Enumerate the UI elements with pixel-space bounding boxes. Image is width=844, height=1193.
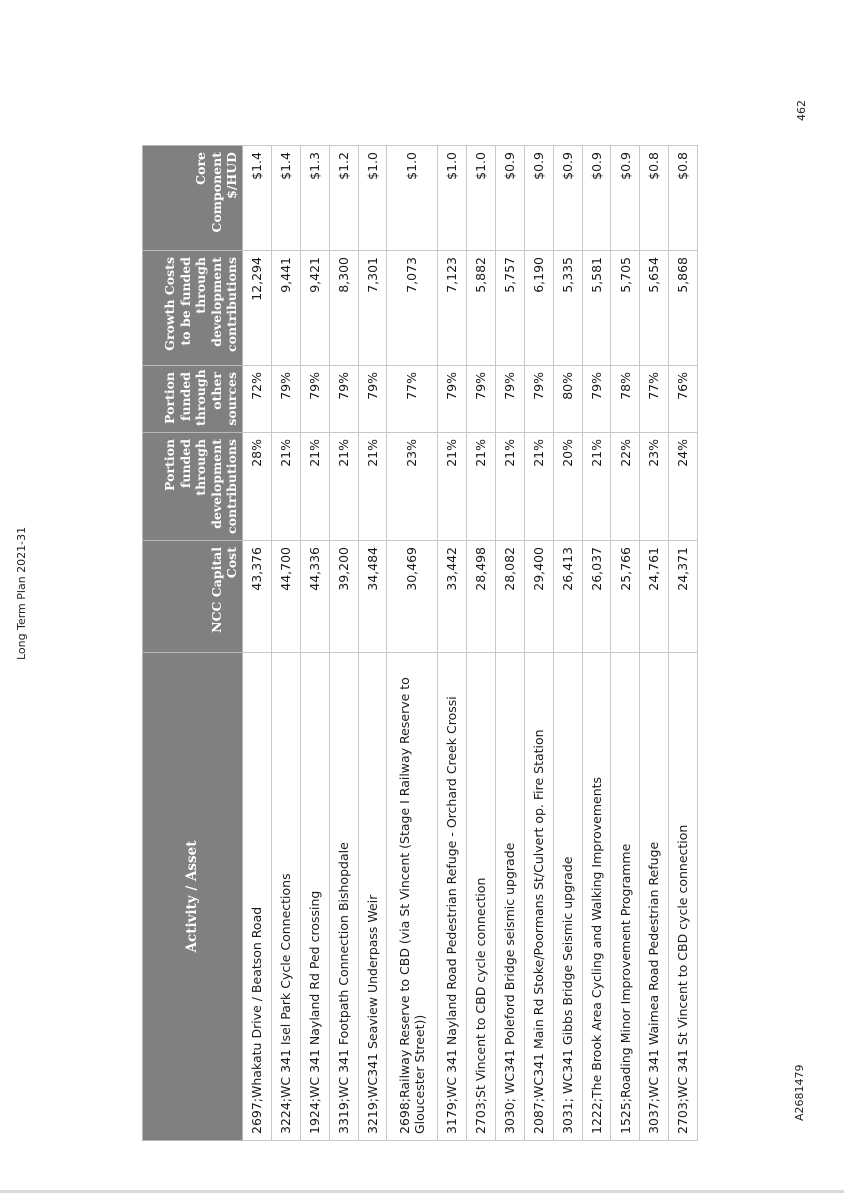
- table-row: [358, 146, 387, 1141]
- cell-portion-dev: 21%: [524, 433, 553, 541]
- cell-portion-other: 79%: [495, 366, 524, 433]
- cell-growth-costs: 5,581: [582, 251, 611, 366]
- cell-portion-other: 79%: [358, 366, 387, 433]
- cell-core-component: $1.3: [300, 146, 329, 251]
- table-row: [495, 146, 524, 1141]
- cell-core-component: $0.9: [553, 146, 582, 251]
- table-row: [611, 146, 640, 1141]
- cell-portion-dev: 28%: [243, 433, 272, 541]
- cell-portion-other: 78%: [611, 366, 640, 433]
- header-core-component: Core Component $/HUD: [143, 146, 243, 251]
- table-body: [243, 146, 698, 1141]
- cell-portion-dev: 21%: [438, 433, 467, 541]
- cell-capital-cost: 24,371: [669, 541, 698, 653]
- cell-core-component: $0.9: [582, 146, 611, 251]
- cell-capital-cost: 43,376: [243, 541, 272, 653]
- cell-portion-dev: 21%: [358, 433, 387, 541]
- cell-growth-costs: 5,335: [553, 251, 582, 366]
- cell-activity: 2087;WC341 Main Rd Stoke/Poormans St/Culvert op. Fire Station: [524, 653, 553, 1141]
- cell-portion-dev: 21%: [467, 433, 496, 541]
- cell-capital-cost: 30,469: [387, 541, 438, 653]
- cell-activity: 1924;WC 341 Nayland Rd Ped crossing: [300, 653, 329, 1141]
- cell-portion-dev: 21%: [495, 433, 524, 541]
- cell-activity: 3037;WC 341 Waimea Road Pedestrian Refuge: [640, 653, 669, 1141]
- cell-portion-dev: 23%: [387, 433, 438, 541]
- cell-capital-cost: 24,761: [640, 541, 669, 653]
- header-capital-cost: NCC Capital Cost: [143, 541, 243, 653]
- cell-core-component: $0.9: [524, 146, 553, 251]
- cell-core-component: $1.0: [387, 146, 438, 251]
- cell-growth-costs: 5,705: [611, 251, 640, 366]
- table-row: [329, 146, 358, 1141]
- cell-portion-other: 76%: [669, 366, 698, 433]
- page-header-title: Long Term Plan 2021-31: [15, 526, 28, 660]
- cell-core-component: $0.9: [611, 146, 640, 251]
- cell-growth-costs: 7,123: [438, 251, 467, 366]
- cell-portion-other: 79%: [467, 366, 496, 433]
- development-contributions-table: [142, 145, 698, 1141]
- cell-portion-other: 79%: [271, 366, 300, 433]
- table-row: [582, 146, 611, 1141]
- cell-growth-costs: 5,654: [640, 251, 669, 366]
- cell-growth-costs: 5,757: [495, 251, 524, 366]
- cell-activity: 2703;WC 341 St Vincent to CBD cycle connection: [669, 653, 698, 1141]
- cell-portion-other: 80%: [553, 366, 582, 433]
- cell-portion-other: 79%: [524, 366, 553, 433]
- cell-core-component: $0.8: [640, 146, 669, 251]
- cell-activity: 3219;WC341 Seaview Underpass Weir: [358, 653, 387, 1141]
- cell-portion-other: 79%: [582, 366, 611, 433]
- table-row: [438, 146, 467, 1141]
- header-portion-dev: Portion funded through development contributions: [143, 433, 243, 541]
- cell-capital-cost: 26,037: [582, 541, 611, 653]
- page-number: 462: [795, 100, 808, 121]
- cell-portion-dev: 20%: [553, 433, 582, 541]
- cell-portion-other: 77%: [387, 366, 438, 433]
- cell-capital-cost: 34,484: [358, 541, 387, 653]
- cell-portion-dev: 21%: [329, 433, 358, 541]
- cell-growth-costs: 8,300: [329, 251, 358, 366]
- cell-core-component: $1.0: [438, 146, 467, 251]
- cell-core-component: $0.9: [495, 146, 524, 251]
- cell-activity: 2703;St Vincent to CBD cycle connection: [467, 653, 496, 1141]
- cell-portion-dev: 23%: [640, 433, 669, 541]
- cell-growth-costs: 5,882: [467, 251, 496, 366]
- table-row: [640, 146, 669, 1141]
- cell-capital-cost: 44,700: [271, 541, 300, 653]
- cell-portion-other: 79%: [329, 366, 358, 433]
- cell-capital-cost: 33,442: [438, 541, 467, 653]
- cell-portion-other: 79%: [300, 366, 329, 433]
- cell-activity: 2697;Whakatu Drive / Beatson Road: [243, 653, 272, 1141]
- cell-portion-dev: 21%: [300, 433, 329, 541]
- cell-growth-costs: 12,294: [243, 251, 272, 366]
- cell-growth-costs: 9,441: [271, 251, 300, 366]
- cell-growth-costs: 7,301: [358, 251, 387, 366]
- development-contributions-table-container: [142, 146, 698, 1141]
- header-activity: Activity / Asset: [143, 653, 243, 1141]
- cell-activity: 3179;WC 341 Nayland Road Pedestrian Refuge - Orchard Creek Crossi: [438, 653, 467, 1141]
- cell-capital-cost: 28,498: [467, 541, 496, 653]
- cell-core-component: $1.4: [271, 146, 300, 251]
- cell-growth-costs: 7,073: [387, 251, 438, 366]
- cell-capital-cost: 28,082: [495, 541, 524, 653]
- cell-portion-other: 72%: [243, 366, 272, 433]
- cell-portion-other: 79%: [438, 366, 467, 433]
- cell-core-component: $1.2: [329, 146, 358, 251]
- cell-portion-dev: 21%: [582, 433, 611, 541]
- cell-capital-cost: 25,766: [611, 541, 640, 653]
- cell-growth-costs: 5,868: [669, 251, 698, 366]
- cell-core-component: $1.0: [358, 146, 387, 251]
- cell-portion-dev: 21%: [271, 433, 300, 541]
- table-row: [387, 146, 438, 1141]
- cell-capital-cost: 26,413: [553, 541, 582, 653]
- cell-core-component: $1.0: [467, 146, 496, 251]
- cell-activity: 3319;WC 341 Footpath Connection Bishopdale: [329, 653, 358, 1141]
- cell-portion-dev: 22%: [611, 433, 640, 541]
- header-portion-other: Portion funded through other sources: [143, 366, 243, 433]
- table-row: [524, 146, 553, 1141]
- cell-capital-cost: 44,336: [300, 541, 329, 653]
- cell-activity: 1222;The Brook Area Cycling and Walking Improvements: [582, 653, 611, 1141]
- cell-growth-costs: 9,421: [300, 251, 329, 366]
- table-header-row: [143, 146, 243, 1141]
- header-growth-costs: Growth Costs to be funded through development contributions: [143, 251, 243, 366]
- cell-activity: 3031; WC341 Gibbs Bridge Seismic upgrade: [553, 653, 582, 1141]
- cell-capital-cost: 39,200: [329, 541, 358, 653]
- table-row: [271, 146, 300, 1141]
- cell-core-component: $0.8: [669, 146, 698, 251]
- table-row: [467, 146, 496, 1141]
- cell-activity: 3030; WC341 Poleford Bridge seismic upgrade: [495, 653, 524, 1141]
- cell-portion-dev: 24%: [669, 433, 698, 541]
- cell-core-component: $1.4: [243, 146, 272, 251]
- table-row: [669, 146, 698, 1141]
- cell-capital-cost: 29,400: [524, 541, 553, 653]
- cell-activity: 2698;Railway Reserve to CBD (via St Vincent (Stage I Railway Reserve to Gloucester Street)): [387, 653, 438, 1141]
- cell-activity: 1525;Roading Minor Improvement Programme: [611, 653, 640, 1141]
- cell-activity: 3224;WC 341 Isel Park Cycle Connections: [271, 653, 300, 1141]
- table-row: [243, 146, 272, 1141]
- document-id: A2681479: [793, 1064, 806, 1121]
- cell-growth-costs: 6,190: [524, 251, 553, 366]
- table-row: [300, 146, 329, 1141]
- cell-portion-other: 77%: [640, 366, 669, 433]
- table-row: [553, 146, 582, 1141]
